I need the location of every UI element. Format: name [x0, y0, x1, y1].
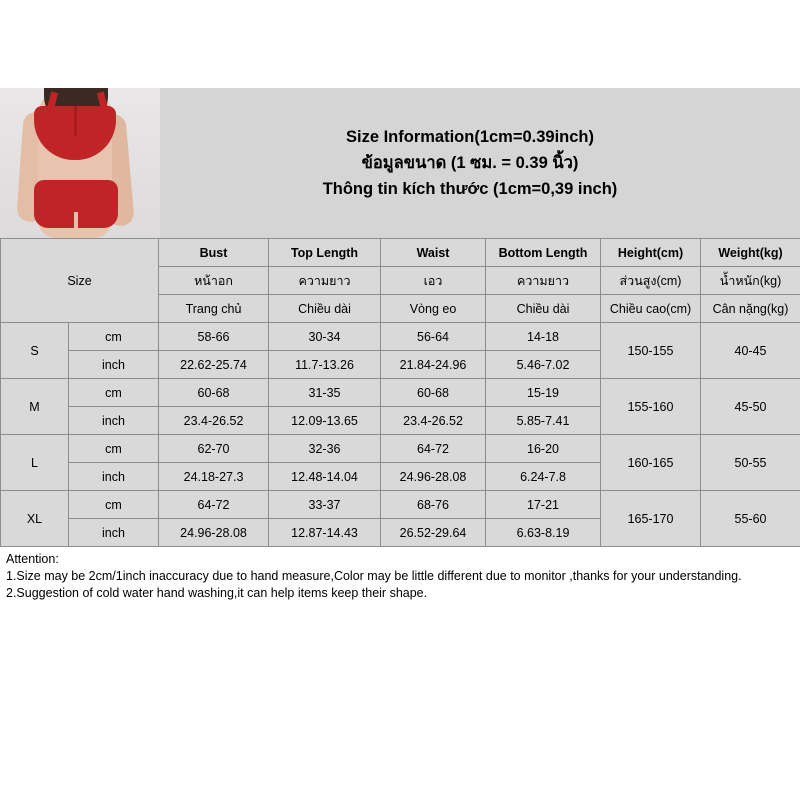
- cell-s-cm-bottom-length: 14-18: [486, 323, 601, 351]
- product-photo: [0, 88, 160, 238]
- cell-s-weight: 40-45: [701, 323, 800, 379]
- unit-inch: inch: [69, 519, 159, 547]
- cell-l-weight: 50-55: [701, 435, 800, 491]
- col-header-top-length-th: ความยาว: [269, 267, 381, 295]
- unit-inch: inch: [69, 407, 159, 435]
- table-row: [1, 435, 800, 463]
- cell-s-inch-bottom-length: 5.46-7.02: [486, 351, 601, 379]
- row-size-xl: XL: [1, 491, 69, 547]
- cell-m-cm-waist: 60-68: [381, 379, 486, 407]
- row-size-s: S: [1, 323, 69, 379]
- cell-m-cm-bust: 60-68: [159, 379, 269, 407]
- cell-xl-weight: 55-60: [701, 491, 800, 547]
- cell-xl-cm-bust: 64-72: [159, 491, 269, 519]
- col-header-bust-th: หน้าอก: [159, 267, 269, 295]
- col-header-waist-en: Waist: [381, 239, 486, 267]
- cell-xl-inch-bottom-length: 6.63-8.19: [486, 519, 601, 547]
- unit-cm: cm: [69, 435, 159, 463]
- col-header-height-th: ส่วนสูง(cm): [601, 267, 701, 295]
- cell-s-inch-top-length: 11.7-13.26: [269, 351, 381, 379]
- header-band: [0, 88, 800, 238]
- title-block: [160, 88, 800, 238]
- cell-xl-cm-top-length: 33-37: [269, 491, 381, 519]
- col-header-top-length-vi: Chiều dài: [269, 295, 381, 323]
- size-table: [0, 238, 800, 547]
- attention-note-2: 2.Suggestion of cold water hand washing,it can help items keep their shape.: [6, 586, 428, 600]
- cell-l-cm-waist: 64-72: [381, 435, 486, 463]
- col-header-height-en: Height(cm): [601, 239, 701, 267]
- cell-xl-cm-waist: 68-76: [381, 491, 486, 519]
- unit-cm: cm: [69, 323, 159, 351]
- unit-cm: cm: [69, 379, 159, 407]
- table-row: [1, 323, 800, 351]
- cell-m-inch-waist: 23.4-26.52: [381, 407, 486, 435]
- unit-inch: inch: [69, 351, 159, 379]
- cell-m-cm-bottom-length: 15-19: [486, 379, 601, 407]
- cell-xl-inch-waist: 26.52-29.64: [381, 519, 486, 547]
- cell-xl-cm-bottom-length: 17-21: [486, 491, 601, 519]
- cell-s-height: 150-155: [601, 323, 701, 379]
- cell-l-cm-top-length: 32-36: [269, 435, 381, 463]
- col-header-bust-vi: Trang chủ: [159, 295, 269, 323]
- cell-m-cm-top-length: 31-35: [269, 379, 381, 407]
- cell-l-inch-bottom-length: 6.24-7.8: [486, 463, 601, 491]
- title-line-th: ข้อมูลขนาด (1 ซม. = 0.39 นิ้ว): [361, 154, 579, 172]
- cell-m-weight: 45-50: [701, 379, 800, 435]
- col-header-bottom-length-en: Bottom Length: [486, 239, 601, 267]
- col-header-height-vi: Chiều cao(cm): [601, 295, 701, 323]
- attention-heading: Attention:: [6, 552, 59, 566]
- title-line-en: Size Information(1cm=0.39inch): [345, 128, 595, 146]
- table-row: [1, 379, 800, 407]
- cell-l-inch-waist: 24.96-28.08: [381, 463, 486, 491]
- col-header-bust-en: Bust: [159, 239, 269, 267]
- attention-block: [0, 547, 800, 610]
- cell-l-cm-bottom-length: 16-20: [486, 435, 601, 463]
- cell-m-inch-bottom-length: 5.85-7.41: [486, 407, 601, 435]
- cell-m-inch-bust: 23.4-26.52: [159, 407, 269, 435]
- cell-s-cm-bust: 58-66: [159, 323, 269, 351]
- cell-s-inch-bust: 22.62-25.74: [159, 351, 269, 379]
- cell-s-cm-top-length: 30-34: [269, 323, 381, 351]
- size-header-cell: Size: [1, 239, 159, 323]
- row-size-l: L: [1, 435, 69, 491]
- cell-l-inch-top-length: 12.48-14.04: [269, 463, 381, 491]
- attention-note-1: 1.Size may be 2cm/1inch inaccuracy due to hand measure,Color may be little different due to monitor ,thanks for your understanding.: [6, 569, 742, 583]
- table-row: [1, 491, 800, 519]
- cell-l-height: 160-165: [601, 435, 701, 491]
- unit-cm: cm: [69, 491, 159, 519]
- col-header-bottom-length-vi: Chiều dài: [486, 295, 601, 323]
- col-header-waist-th: เอว: [381, 267, 486, 295]
- cell-m-inch-top-length: 12.09-13.65: [269, 407, 381, 435]
- col-header-weight-th: น้ำหนัก(kg): [701, 267, 800, 295]
- col-header-bottom-length-th: ความยาว: [486, 267, 601, 295]
- cell-m-height: 155-160: [601, 379, 701, 435]
- cell-s-inch-waist: 21.84-24.96: [381, 351, 486, 379]
- col-header-weight-en: Weight(kg): [701, 239, 800, 267]
- cell-l-cm-bust: 62-70: [159, 435, 269, 463]
- col-header-top-length-en: Top Length: [269, 239, 381, 267]
- row-size-m: M: [1, 379, 69, 435]
- cell-xl-inch-bust: 24.96-28.08: [159, 519, 269, 547]
- title-line-vi: Thông tin kích thước (1cm=0,39 inch): [322, 180, 618, 198]
- col-header-weight-vi: Cân nặng(kg): [701, 295, 800, 323]
- col-header-waist-vi: Vòng eo: [381, 295, 486, 323]
- cell-l-inch-bust: 24.18-27.3: [159, 463, 269, 491]
- red-lace-shorts: [34, 180, 118, 228]
- header-row-en: [1, 239, 800, 267]
- size-chart-sheet: [0, 88, 800, 610]
- cell-xl-inch-top-length: 12.87-14.43: [269, 519, 381, 547]
- unit-inch: inch: [69, 463, 159, 491]
- cell-xl-height: 165-170: [601, 491, 701, 547]
- cell-s-cm-waist: 56-64: [381, 323, 486, 351]
